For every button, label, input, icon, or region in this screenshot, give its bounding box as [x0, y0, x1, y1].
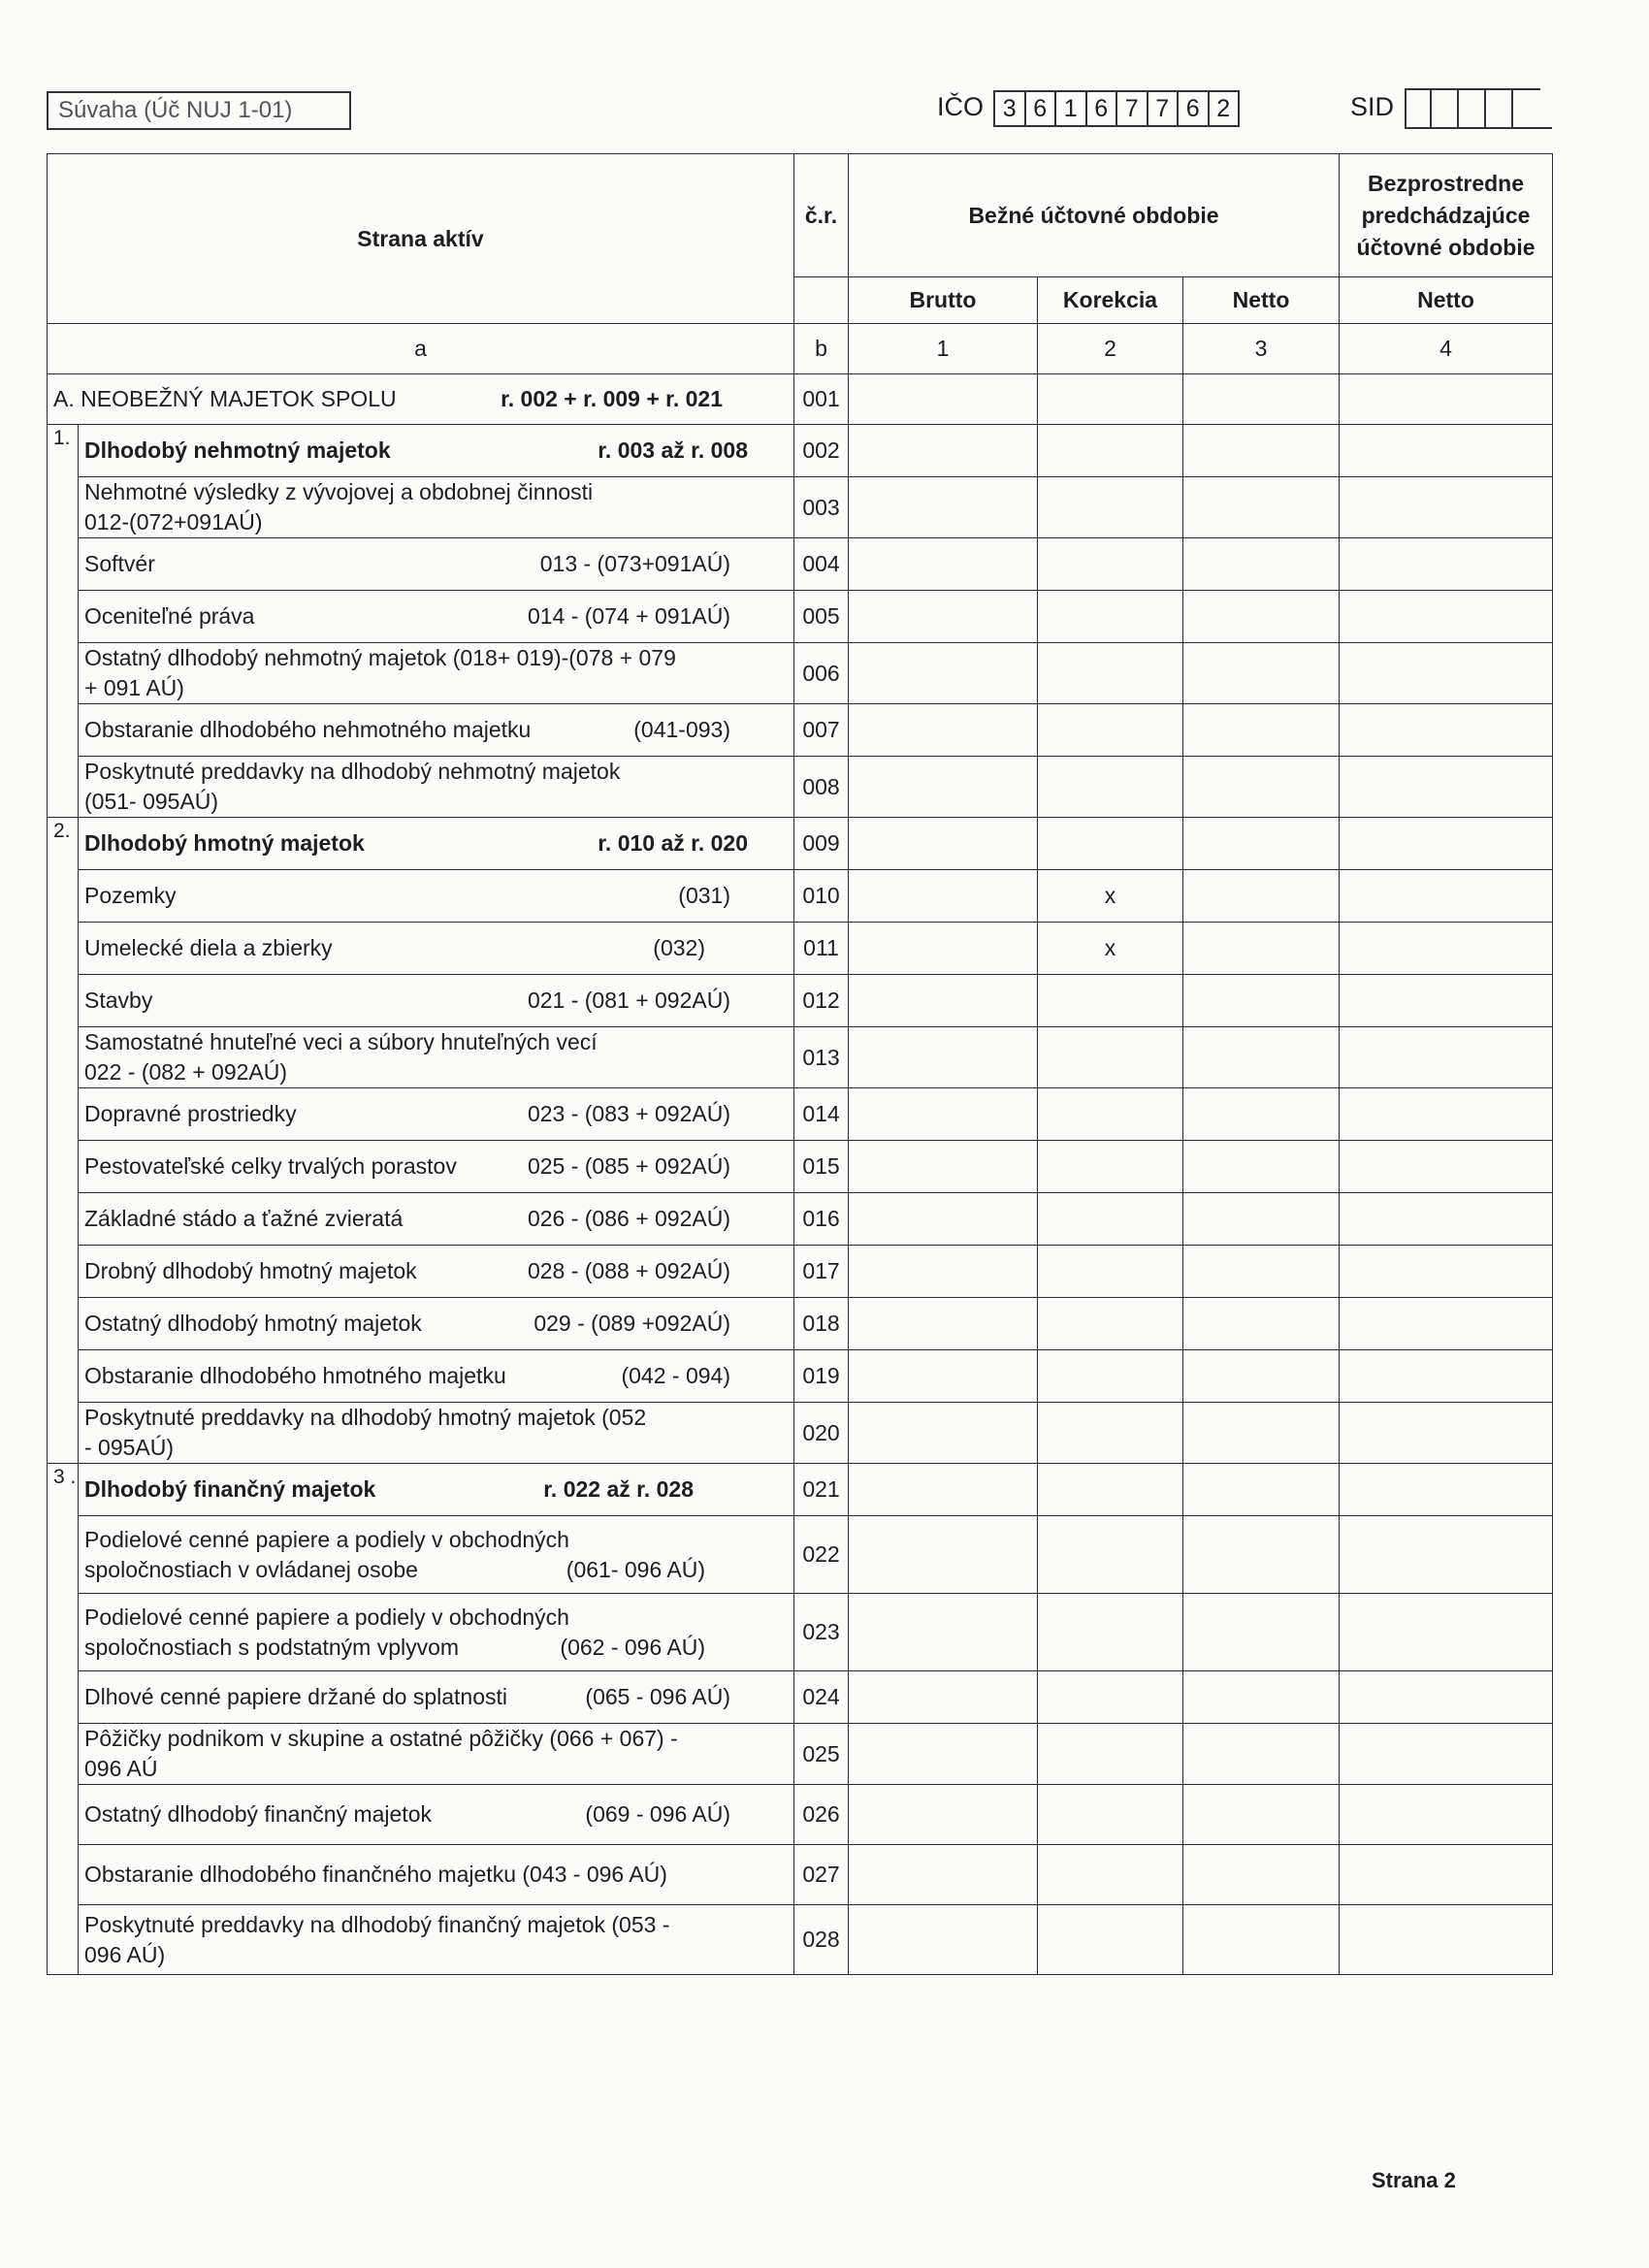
row-number: 013	[794, 1027, 849, 1088]
header-cr: č.r.	[794, 154, 849, 277]
row-number: 024	[794, 1671, 849, 1724]
section-formula: r. 010 až r. 020	[598, 830, 748, 856]
cell-netto-prev[interactable]	[1340, 704, 1553, 757]
cell-netto-prev[interactable]	[1340, 757, 1553, 818]
balance-sheet-table	[47, 153, 1553, 1975]
section-formula: r. 022 až r. 028	[543, 1476, 694, 1502]
cell-netto[interactable]	[1183, 1298, 1340, 1350]
cell-brutto[interactable]	[849, 1088, 1038, 1141]
cell-netto-prev[interactable]	[1340, 374, 1553, 425]
cell-korekcia[interactable]	[1038, 1088, 1183, 1141]
cell-brutto[interactable]	[849, 1193, 1038, 1246]
cell-korekcia[interactable]	[1038, 1724, 1183, 1785]
table-row	[48, 538, 1553, 591]
row-number: 020	[794, 1403, 849, 1464]
row-description-cont: (051- 095AÚ)	[84, 789, 219, 814]
cell-netto[interactable]	[1183, 1905, 1340, 1975]
index-2: 2	[1038, 324, 1183, 374]
cell-brutto[interactable]	[849, 538, 1038, 591]
cell-brutto[interactable]	[849, 425, 1038, 477]
row-description: Pozemky	[84, 883, 177, 908]
row-description: Poskytnuté preddavky na dlhodobý nehmotný majetok	[84, 759, 621, 784]
ico-digit[interactable]: 7	[1117, 90, 1148, 127]
cell-netto-prev[interactable]	[1340, 1724, 1553, 1785]
cell-netto[interactable]	[1183, 1671, 1340, 1724]
section-row	[48, 425, 1553, 477]
cell-korekcia[interactable]: x	[1038, 923, 1183, 975]
index-1: 1	[849, 324, 1038, 374]
section-row	[48, 1464, 1553, 1516]
cell-brutto[interactable]	[849, 1403, 1038, 1464]
row-account: 021 - (081 + 092AÚ)	[527, 988, 730, 1013]
cell-netto-prev[interactable]	[1340, 1246, 1553, 1298]
cell-netto[interactable]	[1183, 1403, 1340, 1464]
cell-korekcia[interactable]	[1038, 1350, 1183, 1403]
row-description-cont: spoločnostiach v ovládanej osobe	[84, 1556, 418, 1582]
section-title: Dlhodobý finančný majetok	[84, 1476, 376, 1502]
cell-brutto[interactable]	[849, 1785, 1038, 1845]
cell-netto[interactable]	[1183, 425, 1340, 477]
cell-brutto[interactable]	[849, 1594, 1038, 1671]
row-number: 022	[794, 1516, 849, 1594]
row-account: 023 - (083 + 092AÚ)	[527, 1101, 730, 1126]
cell-netto[interactable]	[1183, 870, 1340, 923]
cell-korekcia[interactable]	[1038, 704, 1183, 757]
cell-netto-prev[interactable]	[1340, 477, 1553, 538]
cell-netto[interactable]	[1183, 818, 1340, 870]
row-description: Umelecké diela a zbierky	[84, 935, 333, 960]
cell-korekcia[interactable]	[1038, 1905, 1183, 1975]
cell-brutto[interactable]	[849, 1905, 1038, 1975]
header-strana-aktiv: Strana aktív	[48, 154, 794, 324]
table-row	[48, 1246, 1553, 1298]
table-row	[48, 1403, 1553, 1464]
table-row	[48, 1671, 1553, 1724]
sid-baseline	[1405, 127, 1552, 129]
cell-brutto[interactable]	[849, 1246, 1038, 1298]
row-number: 025	[794, 1724, 849, 1785]
cell-netto-prev[interactable]	[1340, 975, 1553, 1027]
form-title: Súvaha (Úč NUJ 1-01)	[47, 91, 351, 130]
cell-netto-prev[interactable]	[1340, 1594, 1553, 1671]
row-description-cont: 096 AÚ	[84, 1756, 158, 1781]
row-description: Základné stádo a ťažné zvieratá	[84, 1206, 404, 1231]
row-number: 010	[794, 870, 849, 923]
cell-korekcia[interactable]	[1038, 1594, 1183, 1671]
cell-brutto[interactable]	[849, 591, 1038, 643]
cell-korekcia[interactable]	[1038, 1027, 1183, 1088]
ico-digit[interactable]: 6	[1026, 90, 1057, 127]
row-description: Ostatný dlhodobý nehmotný majetok (018+ 019)-(078 + 079	[84, 645, 676, 670]
cell-korekcia[interactable]	[1038, 538, 1183, 591]
row-number: 005	[794, 591, 849, 643]
cell-netto[interactable]	[1183, 704, 1340, 757]
row-number: 002	[794, 425, 849, 477]
section-formula: r. 003 až r. 008	[598, 437, 748, 463]
row-number: 016	[794, 1193, 849, 1246]
row-description-cont: 096 AÚ)	[84, 1941, 166, 1967]
cell-netto-prev[interactable]	[1340, 923, 1553, 975]
cell-brutto[interactable]	[849, 1464, 1038, 1516]
cell-korekcia[interactable]	[1038, 591, 1183, 643]
row-description: Podielové cenné papiere a podiely v obchodných	[84, 1526, 569, 1552]
cell-brutto[interactable]	[849, 643, 1038, 704]
cell-brutto[interactable]	[849, 975, 1038, 1027]
cell-netto-prev[interactable]	[1340, 538, 1553, 591]
cell-netto-prev[interactable]	[1340, 1193, 1553, 1246]
row-number: 001	[794, 374, 849, 425]
section-number: 1.	[48, 425, 79, 818]
cell-korekcia[interactable]	[1038, 1246, 1183, 1298]
table-row	[48, 870, 1553, 923]
cell-korekcia[interactable]	[1038, 1403, 1183, 1464]
table-row	[48, 1350, 1553, 1403]
row-number: 004	[794, 538, 849, 591]
cell-brutto[interactable]	[849, 1845, 1038, 1905]
ico-boxes	[993, 90, 1240, 127]
table-row	[48, 1516, 1553, 1594]
row-account: 013 - (073+091AÚ)	[539, 551, 730, 576]
row-description: Pôžičky podnikom v skupine a ostatné pôžičky (066 + 067) -	[84, 1726, 678, 1751]
cell-netto-prev[interactable]	[1340, 643, 1553, 704]
cell-korekcia[interactable]	[1038, 374, 1183, 425]
table-row	[48, 1785, 1553, 1845]
cell-korekcia[interactable]	[1038, 477, 1183, 538]
row-number: 011	[794, 923, 849, 975]
table-row	[48, 1298, 1553, 1350]
cell-brutto[interactable]	[849, 757, 1038, 818]
cell-netto[interactable]	[1183, 1246, 1340, 1298]
header-netto-prev: Netto	[1340, 277, 1553, 324]
header-predchadzajuce: Bezprostredne predchádzajúce účtovné obdobie	[1340, 154, 1553, 277]
header-korekcia: Korekcia	[1038, 277, 1183, 324]
row-number: 027	[794, 1845, 849, 1905]
cell-korekcia[interactable]	[1038, 1141, 1183, 1193]
row-number: 015	[794, 1141, 849, 1193]
row-number: 021	[794, 1464, 849, 1516]
header-netto: Netto	[1183, 277, 1340, 324]
cell-brutto[interactable]	[849, 1027, 1038, 1088]
cell-netto-prev[interactable]	[1340, 818, 1553, 870]
cell-netto-prev[interactable]	[1340, 1905, 1553, 1975]
table-row	[48, 1088, 1553, 1141]
cell-korekcia[interactable]	[1038, 1464, 1183, 1516]
cell-netto[interactable]	[1183, 477, 1340, 538]
row-number: 003	[794, 477, 849, 538]
cell-brutto[interactable]	[849, 1516, 1038, 1594]
table-row	[48, 1845, 1553, 1905]
cell-brutto[interactable]	[849, 818, 1038, 870]
cell-korekcia[interactable]	[1038, 818, 1183, 870]
section-number: 2.	[48, 818, 79, 1464]
row-account: (031)	[678, 883, 730, 908]
row-number: 006	[794, 643, 849, 704]
cell-korekcia[interactable]	[1038, 1671, 1183, 1724]
row-description: Obstaranie dlhodobého hmotného majetku	[84, 1363, 506, 1388]
cell-netto[interactable]	[1183, 1141, 1340, 1193]
table-row	[48, 975, 1553, 1027]
row-description-cont: - 095AÚ)	[84, 1435, 175, 1460]
cell-netto[interactable]	[1183, 643, 1340, 704]
cell-netto[interactable]	[1183, 1464, 1340, 1516]
cell-netto[interactable]	[1183, 1027, 1340, 1088]
row-description: Poskytnuté preddavky na dlhodobý hmotný majetok (052	[84, 1405, 647, 1430]
sid-digit-box[interactable]	[1432, 88, 1459, 129]
cell-netto[interactable]	[1183, 1516, 1340, 1594]
table-row	[48, 1594, 1553, 1671]
row-description-cont: 022 - (082 + 092AÚ)	[84, 1059, 288, 1085]
cell-korekcia[interactable]	[1038, 757, 1183, 818]
row-number: 017	[794, 1246, 849, 1298]
row-account: (042 - 094)	[621, 1363, 730, 1388]
cell-netto[interactable]	[1183, 591, 1340, 643]
row-account: 026 - (086 + 092AÚ)	[527, 1206, 730, 1231]
cell-korekcia[interactable]	[1038, 1845, 1183, 1905]
ico-digit[interactable]: 6	[1087, 90, 1118, 127]
cell-netto[interactable]	[1183, 1845, 1340, 1905]
cell-netto-prev[interactable]	[1340, 1464, 1553, 1516]
cell-korekcia[interactable]	[1038, 1785, 1183, 1845]
cell-netto-prev[interactable]	[1340, 1350, 1553, 1403]
cell-korekcia[interactable]	[1038, 1193, 1183, 1246]
sid-digit-box[interactable]	[1486, 88, 1513, 129]
row-account: 025 - (085 + 092AÚ)	[527, 1153, 730, 1179]
index-b: b	[794, 324, 849, 374]
cell-korekcia[interactable]	[1038, 1516, 1183, 1594]
index-4: 4	[1340, 324, 1553, 374]
cell-netto-prev[interactable]	[1340, 1671, 1553, 1724]
cell-brutto[interactable]	[849, 704, 1038, 757]
row-description: Stavby	[84, 988, 153, 1013]
sid-boxes	[1405, 88, 1540, 129]
table-row	[48, 1193, 1553, 1246]
cell-korekcia[interactable]	[1038, 975, 1183, 1027]
row-account: (061- 096 AÚ)	[566, 1556, 705, 1582]
row-description-cont: 012-(072+091AÚ)	[84, 509, 263, 535]
index-3: 3	[1183, 324, 1340, 374]
ico-digit[interactable]: 7	[1148, 90, 1180, 127]
row-account: (062 - 096 AÚ)	[560, 1634, 705, 1660]
cell-netto[interactable]	[1183, 1594, 1340, 1671]
sid-digit-box[interactable]	[1405, 88, 1432, 129]
header-cr-empty	[794, 277, 849, 324]
page-number: Strana 2	[1372, 2168, 1456, 2192]
header-bezne-obdobie: Bežné účtovné obdobie	[849, 154, 1340, 277]
row-number: 008	[794, 757, 849, 818]
ico-digit[interactable]: 6	[1179, 90, 1210, 127]
row-number: 007	[794, 704, 849, 757]
row-number: 026	[794, 1785, 849, 1845]
row-account: (032)	[653, 935, 705, 960]
cell-netto[interactable]	[1183, 757, 1340, 818]
row-account: (065 - 096 AÚ)	[585, 1684, 730, 1709]
table-row	[48, 477, 1553, 538]
row-description: Oceniteľné práva	[84, 603, 255, 629]
total-row	[48, 374, 1553, 425]
row-account: 014 - (074 + 091AÚ)	[527, 603, 730, 629]
table-row	[48, 643, 1553, 704]
table-row	[48, 1141, 1553, 1193]
row-description: Dlhové cenné papiere držané do splatnosti	[84, 1684, 508, 1709]
cell-netto-prev[interactable]	[1340, 1516, 1553, 1594]
row-description: Ostatný dlhodobý finančný majetok	[84, 1801, 432, 1827]
cell-netto-prev[interactable]	[1340, 870, 1553, 923]
cell-netto-prev[interactable]	[1340, 1027, 1553, 1088]
cell-netto-prev[interactable]	[1340, 1088, 1553, 1141]
cell-netto-prev[interactable]	[1340, 425, 1553, 477]
cell-brutto[interactable]	[849, 923, 1038, 975]
cell-brutto[interactable]	[849, 870, 1038, 923]
section-number: 3 .	[48, 1464, 79, 1975]
row-description: Pestovateľské celky trvalých porastov	[84, 1153, 457, 1179]
row-number: 018	[794, 1298, 849, 1350]
ico-label: IČO	[937, 92, 985, 121]
row-number: 009	[794, 818, 849, 870]
row-description: Obstaranie dlhodobého nehmotného majetku	[84, 717, 532, 742]
row-description: Samostatné hnuteľné veci a súbory hnuteľných vecí	[84, 1029, 598, 1054]
row-description: Podielové cenné papiere a podiely v obchodných	[84, 1604, 569, 1630]
cell-brutto[interactable]	[849, 1298, 1038, 1350]
cell-netto[interactable]	[1183, 538, 1340, 591]
cell-brutto[interactable]	[849, 374, 1038, 425]
cell-brutto[interactable]	[849, 1350, 1038, 1403]
table-row	[48, 704, 1553, 757]
section-title: Dlhodobý hmotný majetok	[84, 830, 365, 856]
row-description-cont: spoločnostiach s podstatným vplyvom	[84, 1634, 460, 1660]
row-description: Softvér	[84, 551, 155, 576]
cell-netto[interactable]	[1183, 975, 1340, 1027]
cell-netto-prev[interactable]	[1340, 1298, 1553, 1350]
header-brutto: Brutto	[849, 277, 1038, 324]
row-description: Nehmotné výsledky z vývojovej a obdobnej činnosti	[84, 479, 594, 504]
cell-brutto[interactable]	[849, 1671, 1038, 1724]
row-number: 028	[794, 1905, 849, 1975]
index-a: a	[48, 324, 794, 374]
cell-netto[interactable]	[1183, 1724, 1340, 1785]
sid-digit-box[interactable]	[1459, 88, 1486, 129]
cell-korekcia[interactable]: x	[1038, 870, 1183, 923]
row-description: Obstaranie dlhodobého finančného majetku (043 - 096 AÚ)	[84, 1862, 667, 1887]
row-number: 012	[794, 975, 849, 1027]
table-row	[48, 757, 1553, 818]
table-row	[48, 591, 1553, 643]
row-number: 019	[794, 1350, 849, 1403]
cell-brutto[interactable]	[849, 1141, 1038, 1193]
cell-netto-prev[interactable]	[1340, 1845, 1553, 1905]
row-account: 028 - (088 + 092AÚ)	[527, 1258, 730, 1283]
total-formula: r. 002 + r. 009 + r. 021	[501, 386, 723, 411]
row-number: 023	[794, 1594, 849, 1671]
table-row	[48, 1027, 1553, 1088]
cell-netto-prev[interactable]	[1340, 1785, 1553, 1845]
ico-digit[interactable]: 2	[1210, 90, 1241, 127]
row-number: 014	[794, 1088, 849, 1141]
cell-brutto[interactable]	[849, 1724, 1038, 1785]
cell-netto[interactable]	[1183, 1785, 1340, 1845]
cell-netto[interactable]	[1183, 1193, 1340, 1246]
table-row	[48, 1724, 1553, 1785]
sid-label: SID	[1350, 92, 1395, 121]
ico-digit[interactable]: 1	[1056, 90, 1087, 127]
row-description: Ostatný dlhodobý hmotný majetok	[84, 1311, 422, 1336]
total-label: A. NEOBEŽNÝ MAJETOK SPOLU	[53, 386, 397, 411]
row-account: (069 - 096 AÚ)	[585, 1801, 730, 1827]
cell-korekcia[interactable]	[1038, 1298, 1183, 1350]
cell-netto[interactable]	[1183, 1088, 1340, 1141]
cell-korekcia[interactable]	[1038, 643, 1183, 704]
sid-digit-box[interactable]	[1513, 88, 1540, 129]
row-account: 029 - (089 +092AÚ)	[534, 1311, 730, 1336]
row-account: (041-093)	[633, 717, 730, 742]
cell-netto-prev[interactable]	[1340, 1141, 1553, 1193]
cell-netto-prev[interactable]	[1340, 1403, 1553, 1464]
row-description: Poskytnuté preddavky na dlhodobý finančný majetok (053 -	[84, 1911, 670, 1937]
cell-netto[interactable]	[1183, 923, 1340, 975]
cell-brutto[interactable]	[849, 477, 1038, 538]
row-description: Dopravné prostriedky	[84, 1101, 297, 1126]
cell-netto[interactable]	[1183, 374, 1340, 425]
row-description-cont: + 091 AÚ)	[84, 675, 184, 700]
cell-netto[interactable]	[1183, 1350, 1340, 1403]
section-row	[48, 818, 1553, 870]
table-row	[48, 1905, 1553, 1975]
row-description: Drobný dlhodobý hmotný majetok	[84, 1258, 417, 1283]
section-title: Dlhodobý nehmotný majetok	[84, 437, 391, 463]
ico-digit[interactable]: 3	[995, 90, 1026, 127]
table-row	[48, 923, 1553, 975]
cell-korekcia[interactable]	[1038, 425, 1183, 477]
cell-netto-prev[interactable]	[1340, 591, 1553, 643]
